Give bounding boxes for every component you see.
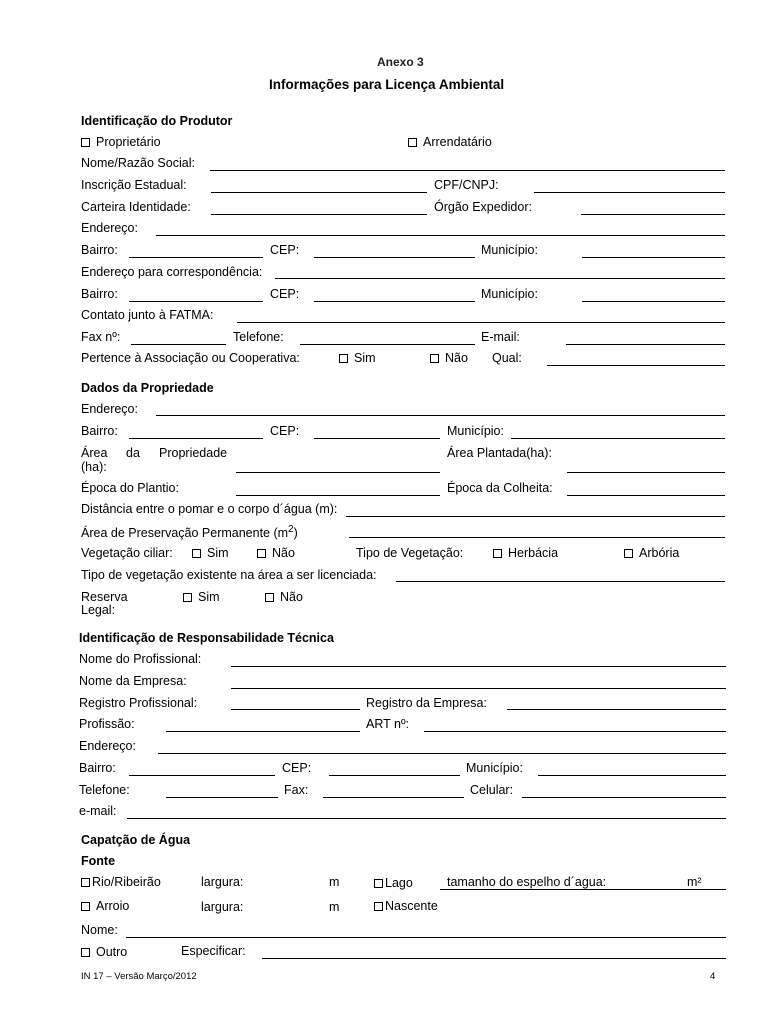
reg-emp-label: Registro da Empresa: [366, 696, 487, 710]
proprietario-label: Proprietário [96, 135, 161, 149]
app-label: Área de Preservação Permanente $(m^2)$ [81, 524, 298, 541]
tipo-veg-label: Tipo de Vegetação: [356, 546, 464, 560]
qual-label: Qual: [492, 351, 522, 365]
telefone-field[interactable] [300, 344, 475, 345]
endereco-field[interactable] [156, 235, 725, 236]
nao-label: Não [272, 546, 295, 560]
orgao-label: Órgão Expedidor: [434, 200, 532, 214]
herbacia-label: Herbácia [508, 546, 559, 560]
app-field[interactable] [349, 537, 725, 538]
checkbox-icon [81, 902, 90, 911]
section-tecnica-heading: Identificação de Responsabilidade Técnica [79, 631, 334, 645]
area-plantada-field[interactable] [567, 472, 725, 473]
especificar-label: Especificar: [181, 944, 246, 958]
nome-emp-field[interactable] [231, 688, 726, 689]
tec-cep-field[interactable] [329, 775, 460, 776]
qual-field[interactable] [547, 365, 725, 366]
distancia-label: Distância entre o pomar e o corpo d´água (m): [81, 502, 338, 516]
nome-emp-label: Nome da Empresa: [79, 674, 187, 688]
checkbox-icon [408, 138, 417, 147]
prop-cep-label: CEP: [270, 424, 300, 438]
area-label-w2: da [126, 446, 140, 460]
largura2-label: largura: [201, 900, 244, 914]
checkbox-icon [81, 138, 90, 147]
associacao-nao-checkbox[interactable] [430, 352, 468, 365]
outro-checkbox[interactable] [81, 946, 127, 959]
area-field[interactable] [236, 472, 440, 473]
email-label: E-mail: [481, 330, 520, 344]
municipio2-field[interactable] [582, 301, 725, 302]
lago-checkbox[interactable] [374, 877, 413, 890]
area-label-w1: Área [81, 446, 108, 460]
nascente-checkbox[interactable] [374, 900, 438, 913]
arboria-checkbox[interactable] [624, 547, 679, 560]
tec-celular-label: Celular: [470, 783, 514, 797]
tec-telefone-label: Telefone: [79, 783, 130, 797]
checkbox-icon [374, 902, 383, 911]
nome-prof-field[interactable] [231, 666, 726, 667]
outro-label: Outro [96, 945, 128, 959]
tec-endereco-label: Endereço: [79, 739, 136, 753]
tamanho-label: tamanho do espelho d´agua: [447, 875, 607, 889]
tec-celular-field[interactable] [522, 797, 726, 798]
reserva-nao-checkbox[interactable] [265, 591, 303, 604]
m2-label-unit: m [329, 900, 340, 914]
municipio2-label: Município: [481, 287, 538, 301]
art-label: ART nº: [366, 717, 410, 731]
tec-fax-label: Fax: [284, 783, 309, 797]
checkbox-icon [257, 549, 266, 558]
contato-field[interactable] [237, 322, 725, 323]
endereco-corr-label: Endereço para correspondência: [81, 265, 263, 279]
checkbox-icon [81, 948, 90, 957]
municipio-label: Município: [481, 243, 538, 257]
epoca-plantio-field[interactable] [236, 495, 440, 496]
prop-bairro-field[interactable] [129, 438, 263, 439]
prop-cep-field[interactable] [314, 438, 440, 439]
tec-municipio-field[interactable] [538, 775, 726, 776]
epoca-colheita-label: Época da Colheita: [447, 481, 553, 495]
prop-municipio-field[interactable] [511, 438, 725, 439]
bairro2-field[interactable] [129, 301, 263, 302]
associacao-sim-checkbox[interactable] [339, 352, 376, 365]
veg-ciliar-label: Vegetação ciliar: [81, 546, 173, 560]
checkbox-icon [624, 549, 633, 558]
epoca-colheita-field[interactable] [567, 495, 725, 496]
arboria-label: Arbória [639, 546, 680, 560]
bairro2-label: Bairro: [81, 287, 118, 301]
reserva-sim-checkbox[interactable] [183, 591, 220, 604]
cpf-label: CPF/CNPJ: [434, 178, 499, 192]
cep-label: CEP: [270, 243, 300, 257]
tamanho-field[interactable] [440, 889, 726, 890]
epoca-plantio-label: Época do Plantio: [81, 481, 179, 495]
nao-label: Não [280, 590, 303, 604]
checkbox-icon [265, 593, 274, 602]
tec-telefone-field[interactable] [166, 797, 278, 798]
art-field[interactable] [424, 731, 726, 732]
profissao-label: Profissão: [79, 717, 135, 731]
veg-ciliar-nao-checkbox[interactable] [257, 547, 295, 560]
reserva-label: Reserva [81, 590, 128, 604]
prop-municipio-label: Município: [447, 424, 504, 438]
associacao-label: Pertence à Associação ou Cooperativa: [81, 351, 300, 365]
tec-endereco-field[interactable] [158, 753, 726, 754]
nome-field[interactable] [210, 170, 725, 171]
prop-endereco-label: Endereço: [81, 402, 138, 416]
cep2-label: CEP: [270, 287, 300, 301]
area-plantada-label: Área Plantada(ha): [447, 446, 552, 460]
checkbox-icon [192, 549, 201, 558]
tec-cep-label: CEP: [282, 761, 312, 775]
endereco-corr-field[interactable] [275, 278, 725, 279]
sim-label: Sim [198, 590, 220, 604]
area-label-ha: (ha): [81, 460, 107, 474]
reg-emp-field[interactable] [507, 709, 726, 710]
cep-field[interactable] [314, 257, 475, 258]
bairro-field[interactable] [129, 257, 263, 258]
tipo-existente-field[interactable] [396, 581, 725, 582]
bairro-label: Bairro: [81, 243, 118, 257]
cep2-field[interactable] [314, 301, 475, 302]
arroio-checkbox[interactable] [81, 900, 129, 913]
rio-checkbox[interactable] [81, 876, 161, 889]
section-agua-heading: Capatção de Água [81, 833, 191, 847]
rio-label: Rio/Ribeirão [92, 875, 161, 889]
checkbox-icon [183, 593, 192, 602]
legal-label: Legal: [81, 603, 116, 617]
proprietario-checkbox[interactable] [81, 136, 161, 149]
orgao-field[interactable] [581, 214, 725, 215]
arroio-label: Arroio [96, 899, 130, 913]
nome-prof-label: Nome do Profissional: [79, 652, 202, 666]
telefone-label: Telefone: [233, 330, 284, 344]
fonte-heading: Fonte [81, 854, 116, 868]
sim-label: Sim [354, 351, 376, 365]
fax-label: Fax nº: [81, 330, 121, 344]
checkbox-icon [430, 354, 439, 363]
carteira-field[interactable] [211, 214, 427, 215]
endereco-label: Endereço: [81, 221, 138, 235]
tec-email-field[interactable] [127, 818, 726, 819]
section-propriedade-heading: Dados da Propriedade [81, 381, 214, 395]
m-unit: m [329, 875, 340, 889]
tec-fax-field[interactable] [323, 797, 464, 798]
profissao-field[interactable] [166, 731, 360, 732]
reg-prof-field[interactable] [231, 709, 360, 710]
especificar-field[interactable] [262, 958, 726, 959]
agua-nome-field[interactable] [126, 937, 726, 938]
distancia-field[interactable] [346, 516, 725, 517]
veg-ciliar-sim-checkbox[interactable] [192, 547, 229, 560]
nascente-label: Nascente [385, 899, 438, 913]
tipo-existente-label: Tipo de vegetação existente na área a ser licenciada: [81, 568, 377, 582]
sim-label: Sim [207, 546, 229, 560]
tec-email-label: e-mail: [79, 804, 117, 818]
agua-nome-label: Nome: [81, 923, 118, 937]
page-number: 4 [710, 971, 716, 982]
checkbox-icon [339, 354, 348, 363]
footer-version: IN 17 – Versão Março/2012 [81, 971, 197, 982]
lago-label: Lago [385, 876, 413, 890]
inscricao-field[interactable] [211, 192, 427, 193]
annex-label: Anexo 3 [377, 55, 424, 69]
email-field[interactable] [566, 344, 725, 345]
tec-bairro-label: Bairro: [79, 761, 116, 775]
tec-municipio-label: Município: [466, 761, 523, 775]
m2-unit: m² [687, 875, 702, 889]
contato-label: Contato junto à FATMA: [81, 308, 214, 322]
fax-field[interactable] [131, 344, 226, 345]
reg-prof-label: Registro Profissional: [79, 696, 198, 710]
page-title: Informações para Licença Ambiental [269, 77, 505, 92]
largura-label: largura: [201, 875, 244, 889]
nao-label: Não [445, 351, 468, 365]
checkbox-icon [493, 549, 502, 558]
checkbox-icon [374, 879, 383, 888]
section-produtor-heading: Identificação do Produtor [81, 114, 233, 128]
prop-endereco-field[interactable] [156, 415, 725, 416]
municipio-field[interactable] [582, 257, 725, 258]
checkbox-icon [81, 878, 90, 887]
inscricao-label: Inscrição Estadual: [81, 178, 187, 192]
herbacia-checkbox[interactable] [493, 547, 558, 560]
carteira-label: Carteira Identidade: [81, 200, 191, 214]
tec-bairro-field[interactable] [129, 775, 275, 776]
arrendatario-label: Arrendatário [423, 135, 492, 149]
prop-bairro-label: Bairro: [81, 424, 118, 438]
arrendatario-checkbox[interactable] [408, 136, 492, 149]
cpf-field[interactable] [534, 192, 725, 193]
nome-label: Nome/Razão Social: [81, 156, 195, 170]
area-label-w3: Propriedade [159, 446, 228, 460]
